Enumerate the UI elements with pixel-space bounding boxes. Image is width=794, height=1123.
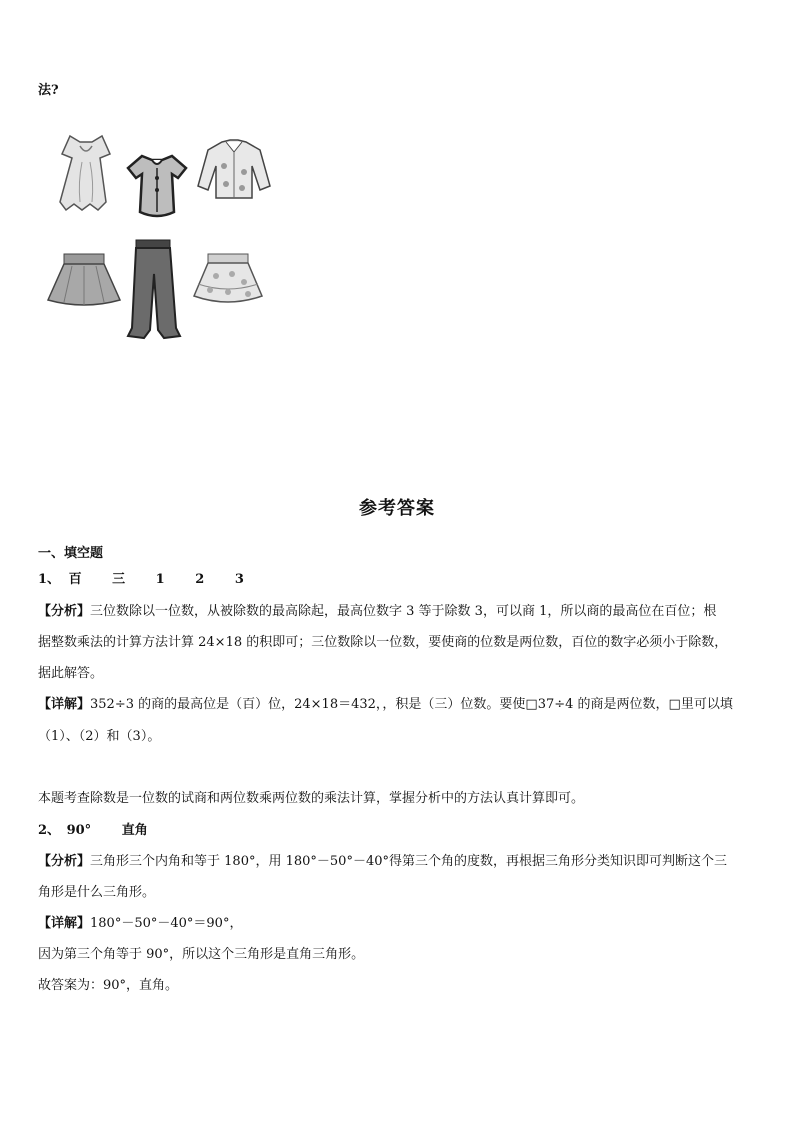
question-fragment: 法?: [38, 83, 59, 98]
q2-explanation: 因为第三个角等于 90°，所以这个三角形是直角三角形。: [38, 947, 365, 962]
analysis-text: 三角形三个内角和等于 180°，用 180°－50°－40°得第三个角的度数，再根据三角形分类知识即可判断这个三: [90, 854, 727, 869]
q1-number: 1、: [38, 572, 61, 587]
section-heading: 一、填空题: [38, 546, 104, 561]
blouse-icon: [196, 136, 272, 202]
doll-shirt-icon: [124, 150, 190, 220]
detail-label: 【详解】: [38, 697, 91, 712]
q1-answer: 三: [112, 572, 126, 587]
q1-analysis-line: 据此解答。: [38, 666, 104, 681]
answer-title: 参考答案: [359, 498, 435, 519]
analysis-label: 【分析】: [38, 854, 91, 869]
q1-summary: 本题考查除数是一位数的试商和两位数乘两位数的乘法计算，掌握分析中的方法认真计算即可。: [38, 791, 585, 806]
q1-answer: 3: [234, 572, 244, 587]
floral-skirt-icon: [192, 250, 264, 308]
q2-number: 2、: [38, 823, 61, 838]
detail-text: 180°－50°－40°＝90°，: [90, 916, 243, 931]
q2-conclusion: 故答案为：90°，直角。: [38, 978, 179, 993]
q1-answer: 百: [68, 572, 82, 587]
analysis-text: 三位数除以一位数，从被除数的最高除起，最高位数字 3 等于除数 3，可以商 1，所以商的最高位在百位；根: [90, 604, 717, 619]
skirt-icon: [44, 250, 124, 308]
dress-icon: [50, 132, 122, 214]
q1-analysis-line: 据整数乘法的计算方法计算 24×18 的积即可；三位数除以一位数，要使商的位数是两位数，百位的数字必须小于除数，: [38, 635, 728, 650]
q2-answer: 90°: [66, 823, 92, 838]
q2-detail-line: [38, 915, 242, 933]
analysis-label: 【分析】: [38, 604, 91, 619]
q2-analysis-line: [38, 853, 727, 871]
detail-label: 【详解】: [38, 916, 91, 931]
q1-answer-line: [38, 571, 244, 589]
q1-detail-line: （1）、（2）和（3）。: [38, 729, 161, 744]
q1-analysis-line: [38, 603, 716, 621]
q1-answer: 1: [155, 572, 165, 587]
q1-detail-line: [38, 696, 733, 714]
q2-answer-line: [38, 822, 148, 840]
q2-analysis-line: 角形是什么三角形。: [38, 885, 156, 900]
pants-icon: [124, 238, 182, 342]
q1-answer: 2: [195, 572, 205, 587]
q2-answer: 直角: [121, 823, 148, 838]
detail-text: 352÷3 的商的最高位是（百）位，24×18＝432，，积是（三）位数。要使□37÷4 的商是两位数，□里可以填: [90, 697, 733, 712]
